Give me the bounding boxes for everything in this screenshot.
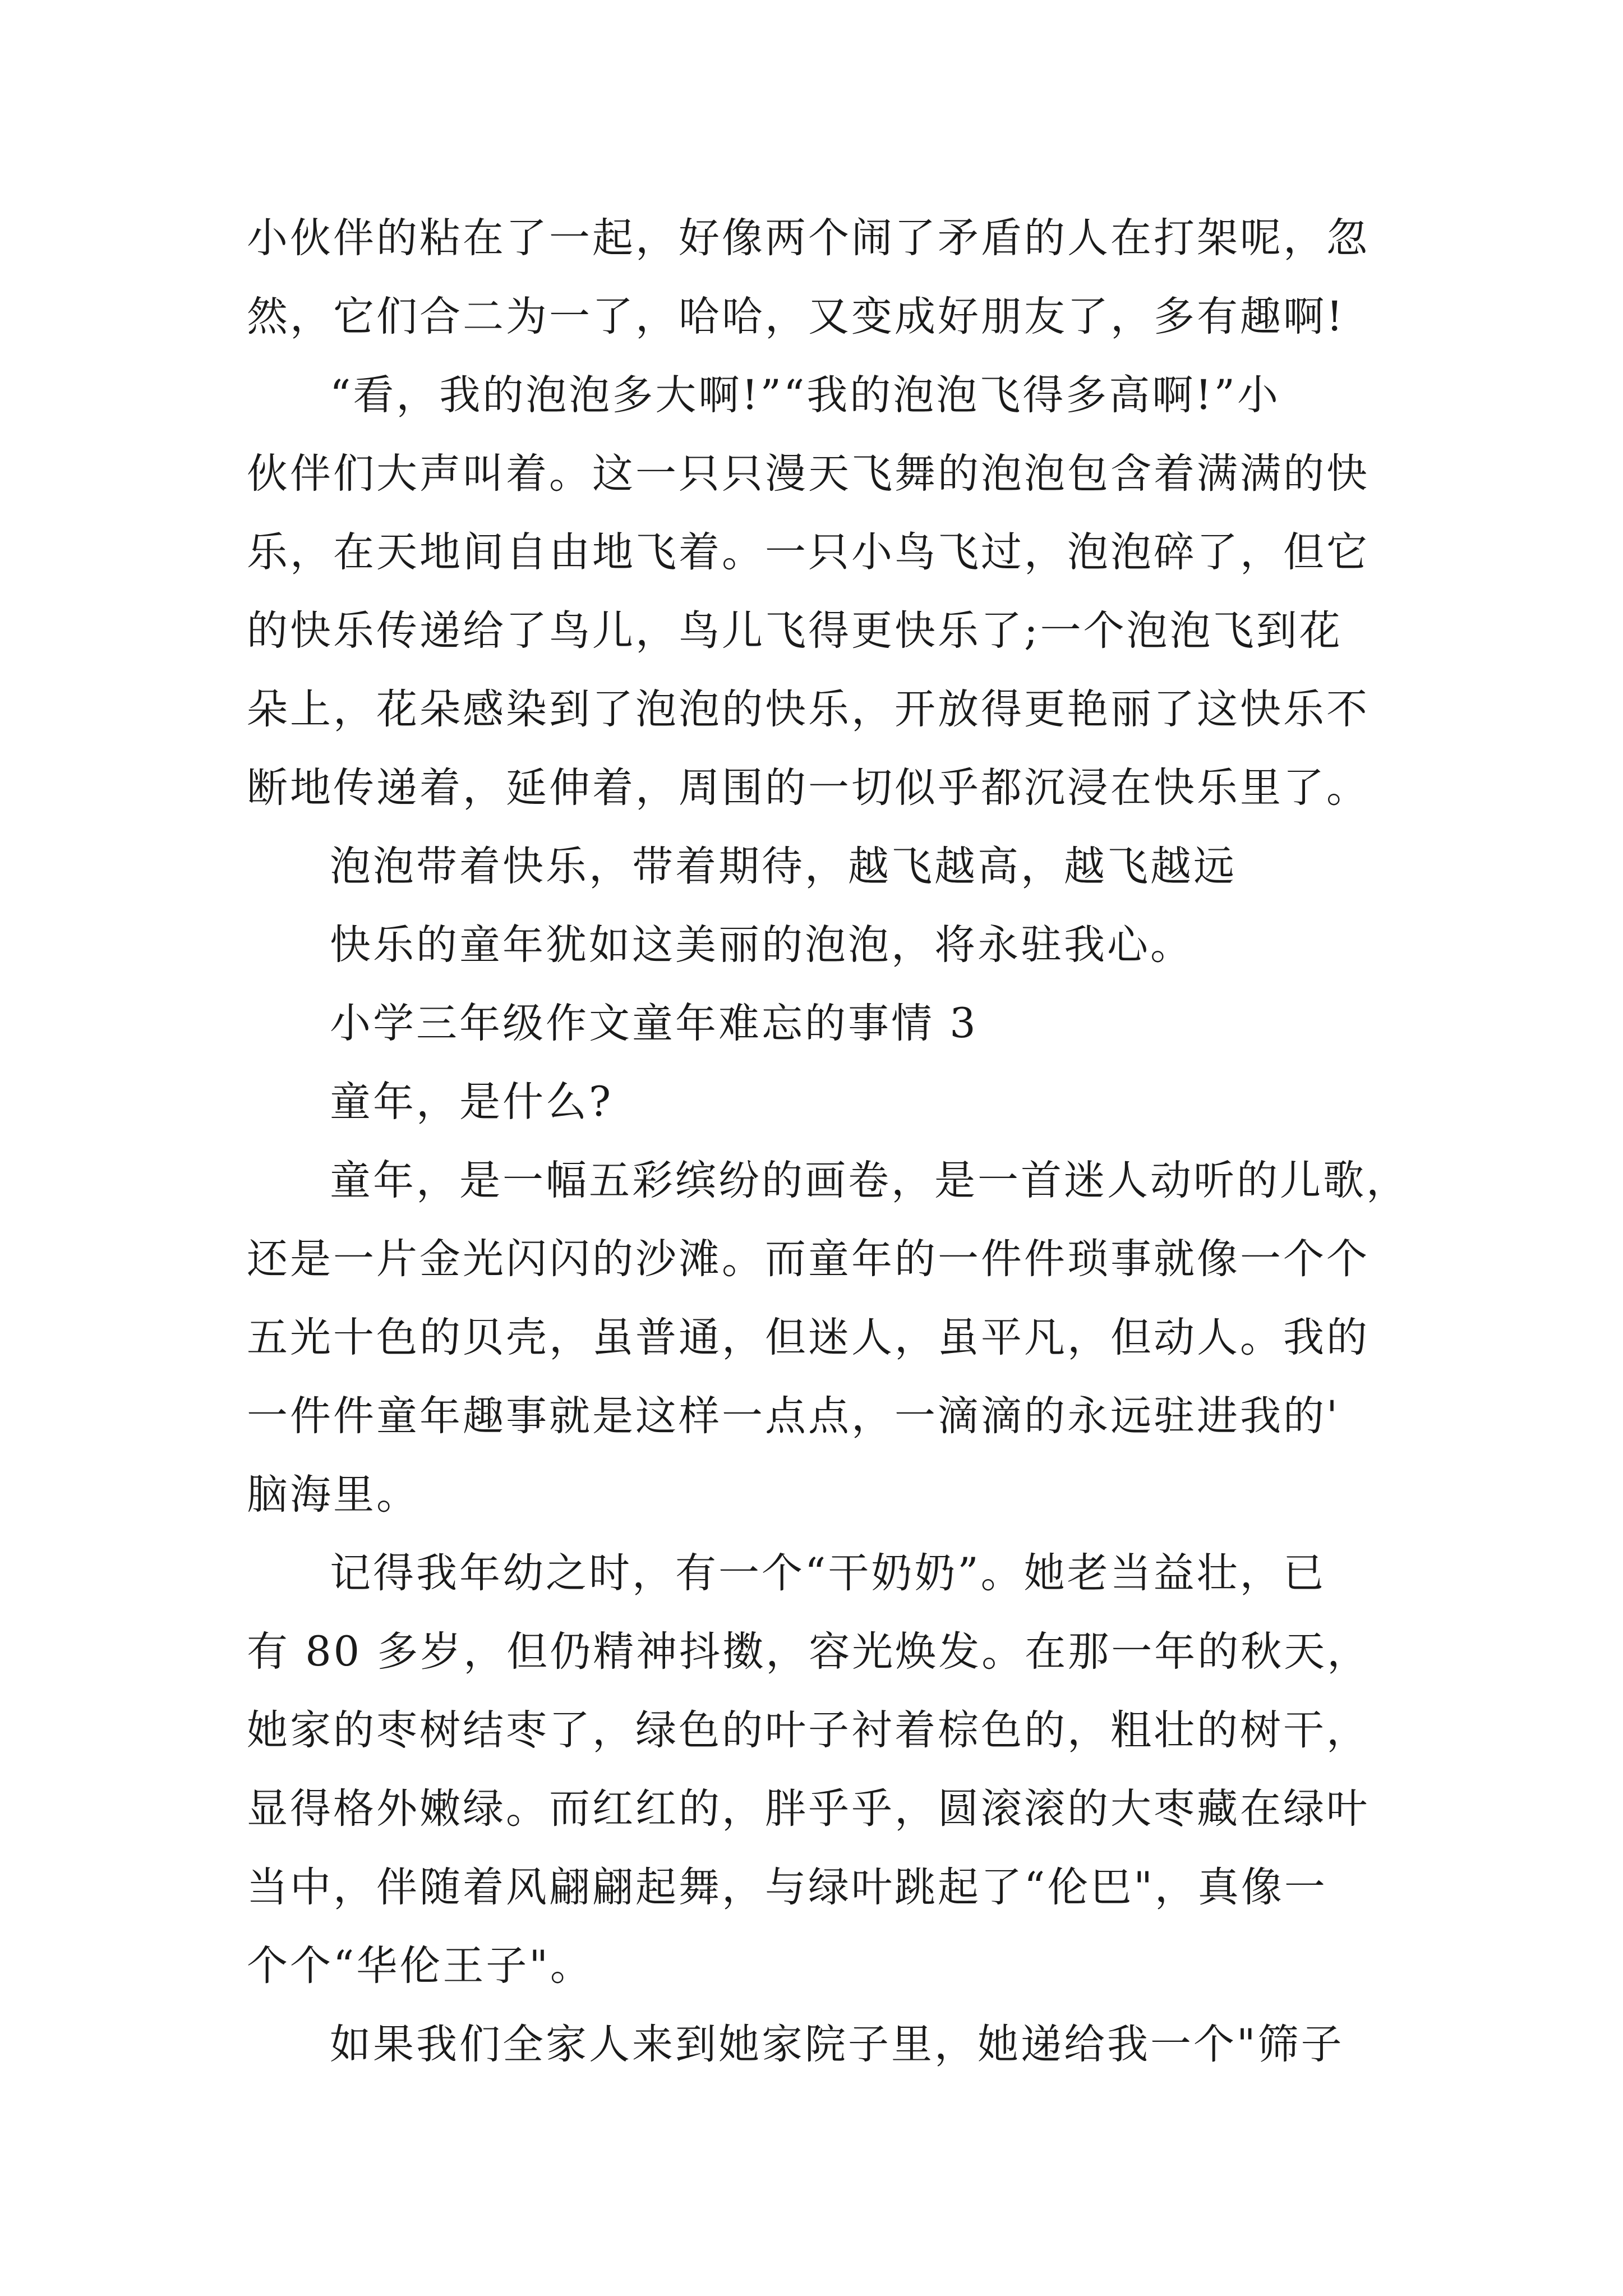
text-line: 记得我年幼之时，有一个“干奶奶”。她老当益壮，已 — [330, 1549, 1326, 1597]
text-line: 伙伴们大声叫着。这一只只漫天飞舞的泡泡包含着满满的快 — [247, 450, 1370, 498]
text-line: 如果我们全家人来到她家院子里，她递给我一个"筛子 — [330, 2021, 1344, 2068]
text-line: 五光十色的贝壳，虽普通，但迷人，虽平凡，但动人。我的 — [247, 1314, 1370, 1361]
text-line: 然，它们合二为一了，哈哈，又变成好朋友了，多有趣啊! — [247, 293, 1345, 341]
text-line: 泡泡带着快乐，带着期待，越飞越高，越飞越远 — [330, 843, 1237, 890]
text-line: 童年，是一幅五彩缤纷的画卷，是一首迷人动听的儿歌， — [330, 1157, 1409, 1204]
text-line: 小伙伴的粘在了一起，好像两个闹了矛盾的人在打架呢，忽 — [247, 214, 1370, 262]
document-body — [247, 199, 1409, 2084]
text-line: 乐，在天地间自由地飞着。一只小鸟飞过，泡泡碎了，但它 — [247, 528, 1370, 576]
text-line: 断地传递着，延伸着，周围的一切似乎都沉浸在快乐里了。 — [247, 764, 1370, 812]
text-line: 当中，伴随着风翩翩起舞，与绿叶跳起了“伦巴"，真像一 — [247, 1864, 1327, 1911]
section-heading: 小学三年级作文童年难忘的事情 3 — [330, 1000, 978, 1047]
text-line: 显得格外嫩绿。而红红的，胖乎乎，圆滚滚的大枣藏在绿叶 — [247, 1785, 1370, 1833]
text-line: 有 80 多岁，但仍精神抖擞，容光焕发。在那一年的秋天， — [247, 1628, 1371, 1676]
text-line: 一件件童年趣事就是这样一点点，一滴滴的永远驻进我的' — [247, 1392, 1340, 1440]
text-line: 朵上，花朵感染到了泡泡的快乐，开放得更艳丽了这快乐不 — [247, 685, 1370, 733]
text-line: 个个“华伦王子"。 — [247, 1942, 593, 1990]
text-line: 脑海里。 — [247, 1471, 419, 1519]
text-line: “看，我的泡泡多大啊!”“我的泡泡飞得多高啊!”小 — [330, 371, 1280, 419]
text-line: 还是一片金光闪闪的沙滩。而童年的一件件琐事就像一个个 — [247, 1235, 1370, 1283]
text-line: 快乐的童年犹如这美丽的泡泡，将永驻我心。 — [330, 921, 1193, 969]
text-line: 童年，是什么? — [330, 1078, 614, 1126]
text-line: 的快乐传递给了鸟儿，鸟儿飞得更快乐了;一个泡泡飞到花 — [247, 607, 1343, 655]
text-line: 她家的枣树结枣了，绿色的叶子衬着棕色的，粗壮的树干， — [247, 1706, 1370, 1754]
